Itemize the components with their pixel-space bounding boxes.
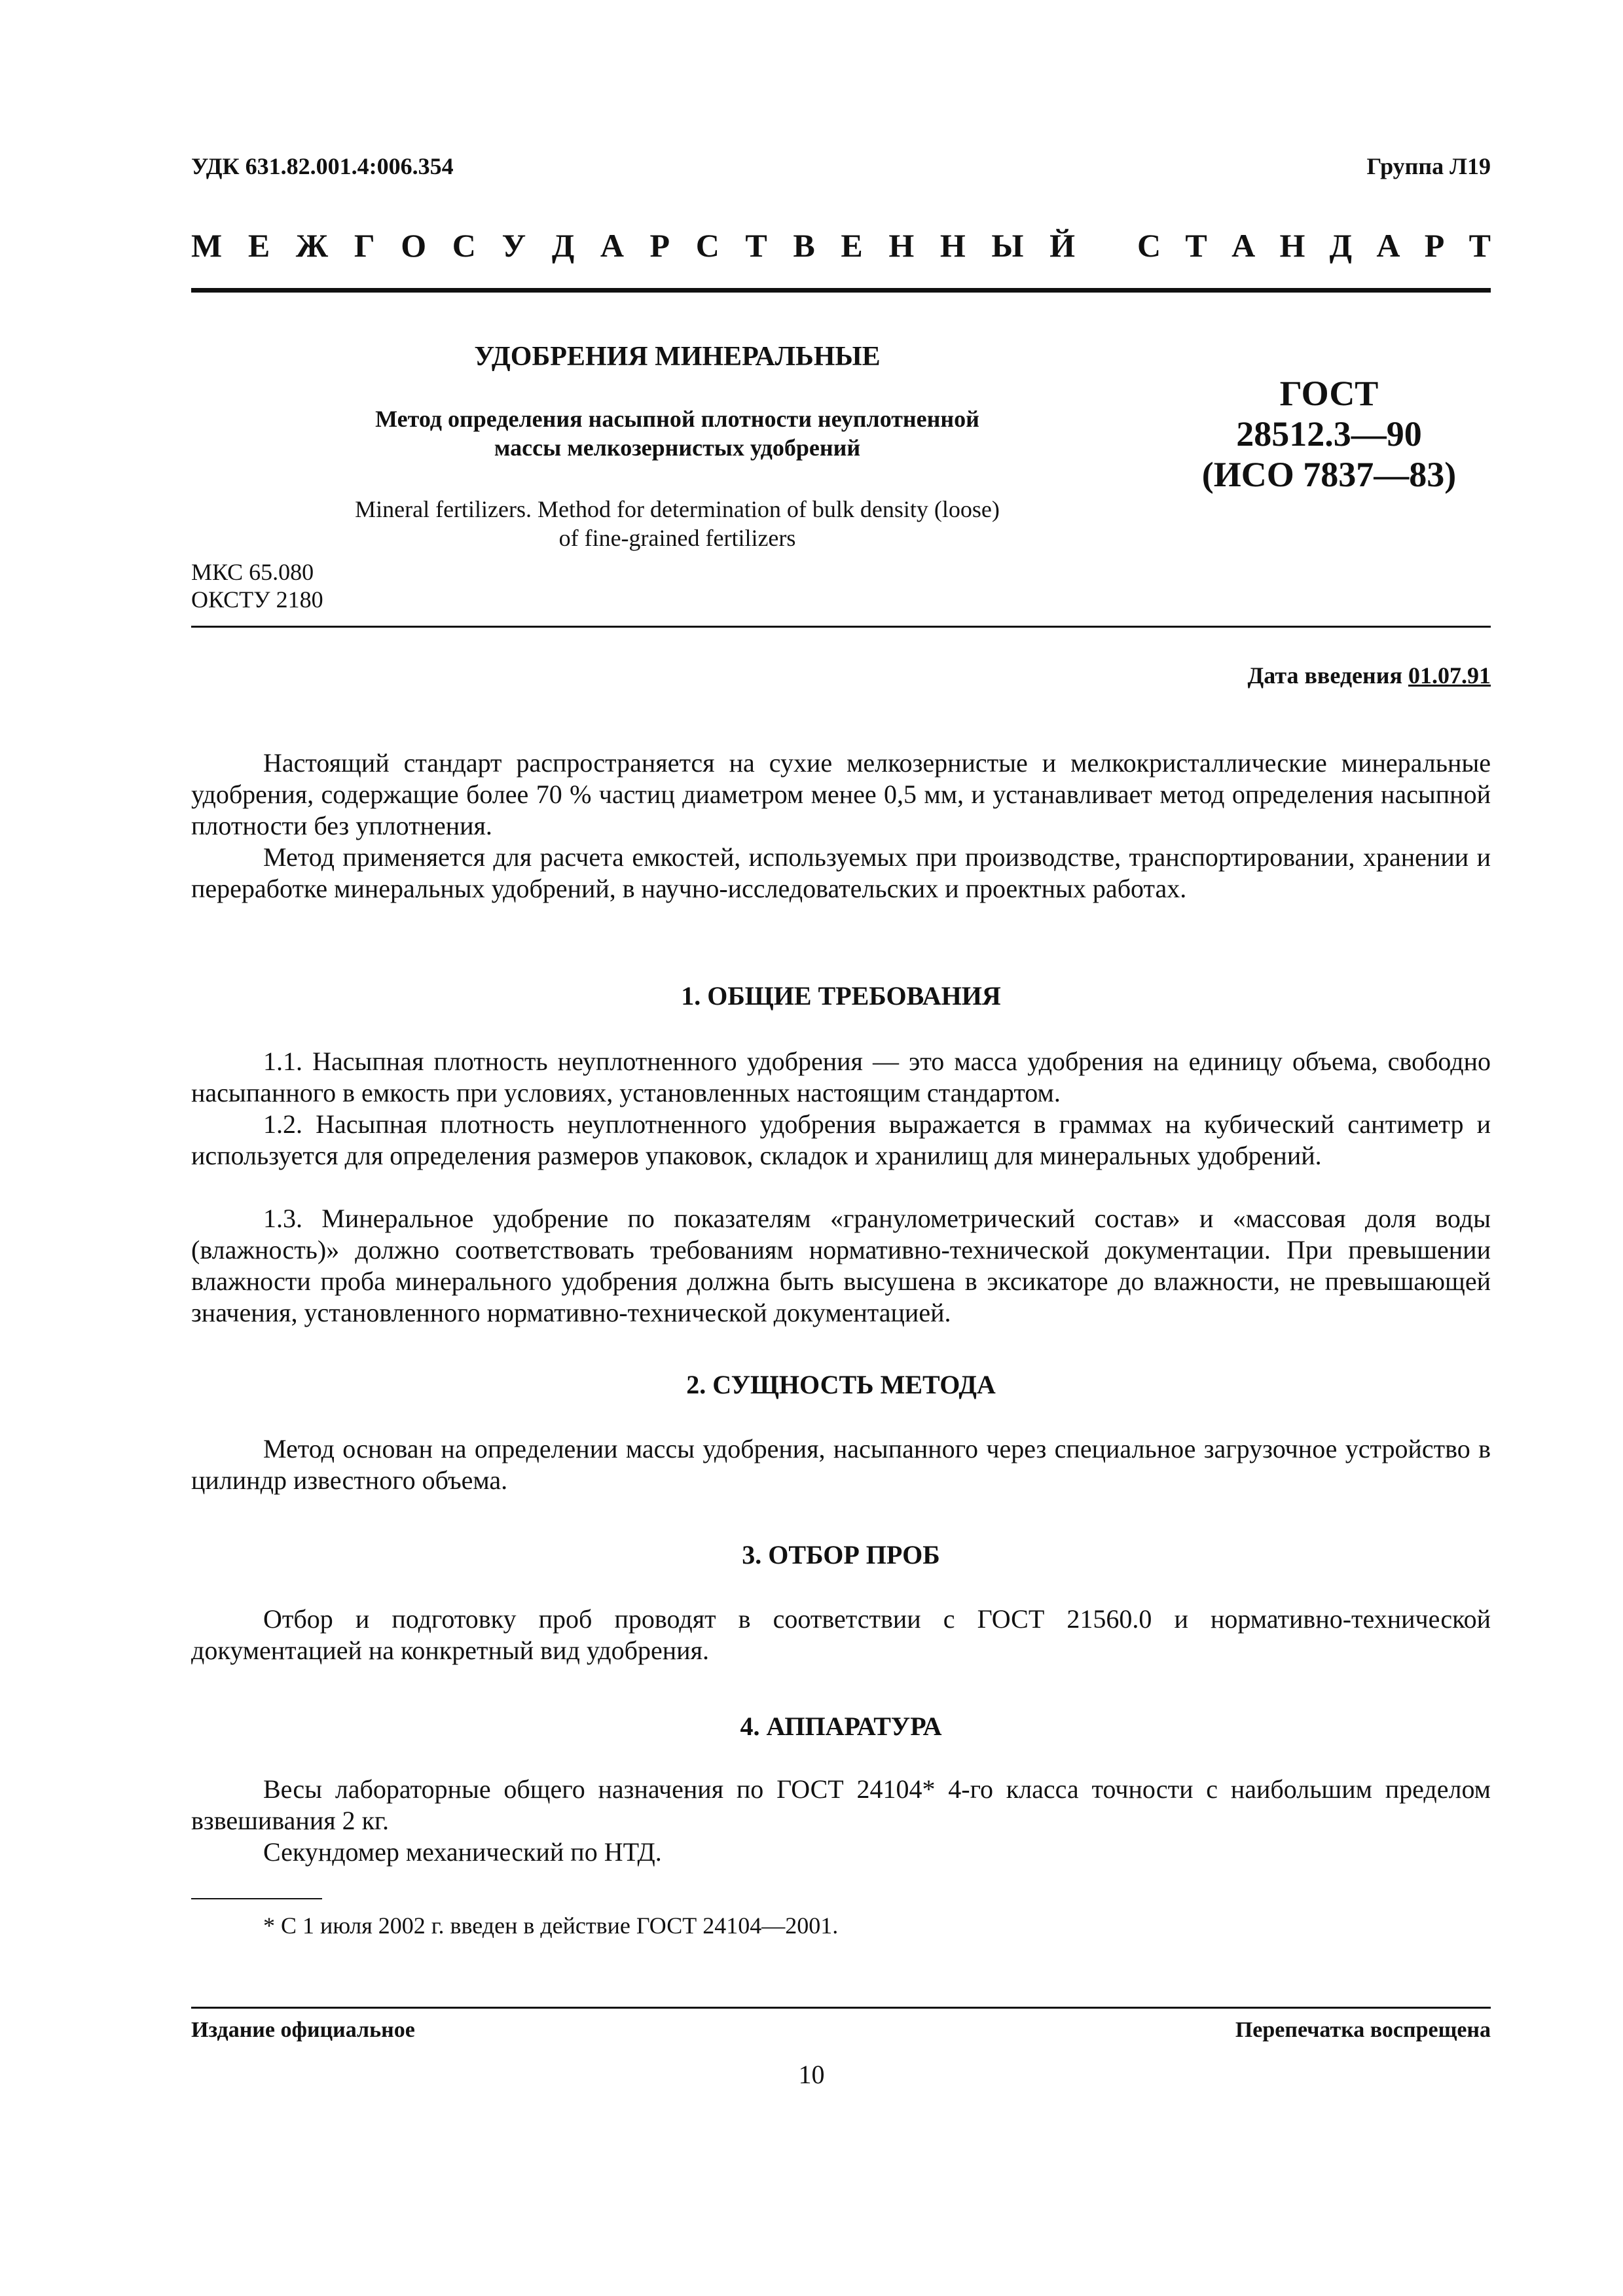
section-3-title: 3. ОТБОР ПРОБ bbox=[742, 1540, 940, 1570]
date-label: Дата введения bbox=[1247, 662, 1402, 689]
group-code: Группа Л19 bbox=[1366, 153, 1491, 179]
title-letter: У bbox=[501, 227, 526, 264]
section-4-paragraph-2: Секундомер механический по НТД. bbox=[263, 1837, 662, 1867]
date-of-introduction bbox=[1248, 661, 1491, 690]
title-letter: Н bbox=[888, 227, 915, 264]
footnote: * С 1 июля 2002 г. введен в действие ГОСТ 24104—2001. bbox=[263, 1912, 839, 1939]
udk-code: УДК 631.82.001.4:006.354 bbox=[191, 153, 454, 179]
title-letter: Н bbox=[1279, 227, 1305, 264]
title-letter: С bbox=[695, 227, 720, 264]
interstate-standard-title bbox=[191, 226, 1491, 265]
reprint-prohibited: Перепечатка воспрещена bbox=[1235, 2018, 1491, 2042]
title-letter: Т bbox=[1468, 227, 1491, 264]
doc-name-sub-2: массы мелкозернистых удобрений bbox=[494, 435, 861, 461]
section-1-paragraph-2: 1.2. Насыпная плотность неуплотненного удобрения выражается в граммах на кубический сантиметр и используется для определения размеров упаковок, складок и хранилищ для минеральных удобрений. bbox=[191, 1109, 1491, 1170]
title-letter: Р bbox=[1424, 227, 1445, 264]
section-1-title: 1. ОБЩИЕ ТРЕБОВАНИЯ bbox=[681, 981, 1001, 1011]
doc-name-en-2: of fine-grained fertilizers bbox=[558, 525, 796, 551]
section-3-paragraph-1: Отбор и подготовку проб проводят в соответствии с ГОСТ 21560.0 и нормативно-технической документацией на конкретный вид удобрения. bbox=[191, 1604, 1491, 1665]
title-letter: Ы bbox=[991, 227, 1024, 264]
footnote-rule bbox=[191, 1898, 322, 1899]
intro-paragraph-2: Метод применяется для расчета емкостей, используемых при производстве, транспортировании, хранении и переработке минеральных удобрений, в научно-исследовательских и проектных работах. bbox=[191, 842, 1491, 903]
title-letter: А bbox=[1231, 227, 1256, 264]
doc-name-rule bbox=[191, 626, 1491, 628]
title-letter: С bbox=[452, 227, 476, 264]
title-letter: Д bbox=[551, 227, 575, 264]
section-1-paragraph-3: 1.3. Минеральное удобрение по показателям «гранулометрический состав» и «массовая доля воды (влажность)» должно соответствовать требованиям нормативно-технической документации. При превышении влажности проба минерального удобрения должна быть высушена в эксикаторе до влажности, не превышающей значения, установленного нормативно-технической документацией. bbox=[191, 1204, 1491, 1327]
gost-label: ГОСТ bbox=[1279, 374, 1379, 413]
mks-code: МКС 65.080 bbox=[191, 559, 314, 585]
title-letter: О bbox=[401, 227, 427, 264]
title-letter: М bbox=[191, 227, 223, 264]
title-letter: Й bbox=[1049, 227, 1075, 264]
okstu-code: ОКСТУ 2180 bbox=[191, 586, 323, 613]
doc-name-en-1: Mineral fertilizers. Method for determination of bulk density (loose) bbox=[355, 496, 1000, 522]
section-1-paragraph-1: 1.1. Насыпная плотность неуплотненного удобрения — это масса удобрения на единицу объема, свободно насыпанного в емкость при условиях, установленных настоящим стандартом. bbox=[191, 1047, 1491, 1107]
title-letter: В bbox=[793, 227, 815, 264]
title-letter: А bbox=[600, 227, 624, 264]
title-letter: Е bbox=[247, 227, 270, 264]
gost-number: 28512.3—90 bbox=[1236, 414, 1422, 454]
title-word-1 bbox=[191, 226, 1075, 265]
title-letter: Р bbox=[649, 227, 670, 264]
title-letter: А bbox=[1376, 227, 1400, 264]
section-2-paragraph-1: Метод основан на определении массы удобрения, насыпанного через специальное загрузочное устройство в цилиндр известного объема. bbox=[191, 1434, 1491, 1495]
title-letter: С bbox=[1137, 227, 1161, 264]
title-letter: Е bbox=[841, 227, 863, 264]
title-letter: Д bbox=[1329, 227, 1353, 264]
doc-name-main: УДОБРЕНИЯ МИНЕРАЛЬНЫЕ bbox=[474, 342, 881, 372]
section-4-title: 4. АППАРАТУРА bbox=[740, 1712, 942, 1741]
official-edition: Издание официальное bbox=[191, 2018, 415, 2042]
section-4-paragraph-1: Весы лабораторные общего назначения по ГОСТ 24104* 4-го класса точности с наибольшим пределом взвешивания 2 кг. bbox=[191, 1774, 1491, 1835]
footer-rule bbox=[191, 2007, 1491, 2009]
date-value: 01.07.91 bbox=[1408, 662, 1491, 689]
doc-name-sub-1: Метод определения насыпной плотности неуплотненной bbox=[375, 406, 979, 432]
title-letter: Ж bbox=[295, 227, 329, 264]
iso-number: (ИСО 7837—83) bbox=[1201, 455, 1457, 494]
section-2-title: 2. СУЩНОСТЬ МЕТОДА bbox=[686, 1370, 996, 1399]
title-letter: Т bbox=[1185, 227, 1207, 264]
title-letter: Г bbox=[354, 227, 375, 264]
title-word-2 bbox=[1137, 226, 1491, 265]
header-rule bbox=[191, 288, 1491, 293]
title-letter: Т bbox=[745, 227, 767, 264]
page-number: 10 bbox=[798, 2060, 825, 2089]
title-letter: Н bbox=[939, 227, 966, 264]
intro-paragraph-1: Настоящий стандарт распространяется на сухие мелкозернистые и мелкокристаллические минеральные удобрения, содержащие более 70 % частиц диаметром менее 0,5 мм, и устанавливает метод определения насыпной плотности без уплотнения. bbox=[191, 748, 1491, 840]
